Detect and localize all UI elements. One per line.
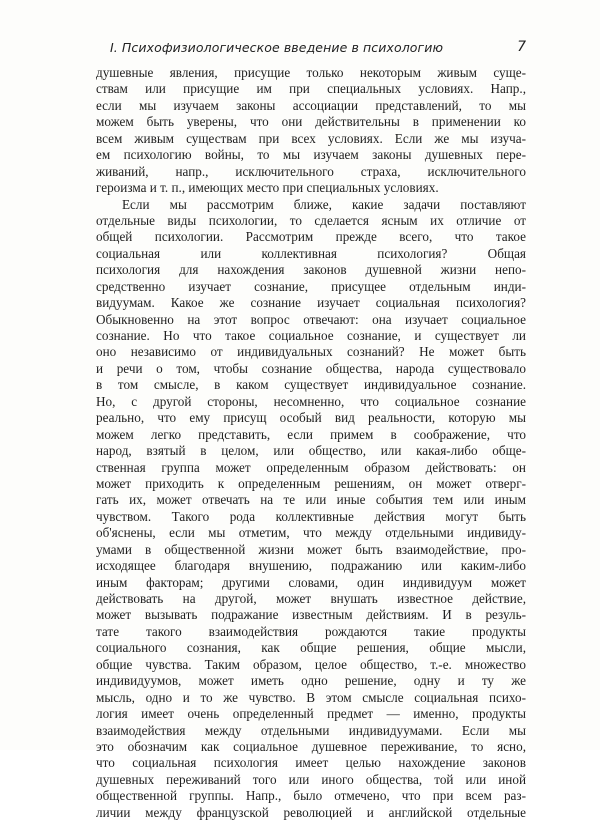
text-line: душевные явления, присущие только некоторым живым суще-: [96, 65, 526, 80]
text-line: социальная или коллективная психология? Общая: [96, 245, 526, 261]
text-line: можем быть уверены, что они действительны в применении ко: [96, 114, 526, 130]
text-line: что социальная психология имеет целью нахождение законов: [96, 755, 526, 771]
text-line: гать их, может отвечать на те или иные события тем или иным: [96, 492, 526, 508]
text-line: личии между французской революцией и английской отдельные: [96, 804, 526, 820]
text-line: общие чувства. Таким образом, целое общество, т.-е. множество: [96, 656, 526, 672]
text-line: Обыкновенно на этот вопрос отвечают: она изучает социальное: [96, 311, 526, 327]
text-line: видуумам. Какое же сознание изучает социальная психология?: [96, 295, 526, 311]
text-line: социального сознания, как общие решения, общие мысли,: [96, 640, 526, 656]
text-line: можем легко представить, если примем в соображение, что: [96, 426, 526, 442]
body-text: [96, 65, 526, 821]
text-line: ствам или присущие им при специальных условиях. Напр.,: [96, 81, 526, 97]
text-line: умами в общественной жизни может быть взаимодействие, про-: [96, 541, 526, 557]
text-line: всем живым существам при всех условиях. Если же мы изуча-: [96, 130, 526, 146]
text-line: тате такого взаимодействия рождаются такие продукты: [96, 623, 526, 639]
text-line: средственно изучает сознание, присущее отдельным инди-: [96, 278, 526, 294]
page-number: 7: [517, 39, 526, 55]
text-line: может вызывать подражание известным действиям. И в резуль-: [96, 607, 526, 623]
text-line: может приходить к определенным решениям, он может отверг-: [96, 475, 526, 491]
text-line: душевных переживаний того или иного общества, той или иной: [96, 771, 526, 787]
text-line: живаний, напр., исключительного страха, исключительного: [96, 163, 526, 179]
chapter-title: I. Психофизиологическое введение в психологию: [110, 40, 444, 55]
text-line: ем психологию войны, то мы изучаем законы душевных пере-: [96, 147, 526, 163]
text-line: отдельные виды психологии, то сделается ясным их отличие от: [96, 212, 526, 228]
text-line: взаимодействия между отдельными индивидуумами. Если мы: [96, 722, 526, 738]
text-line: героизма и т. п., имеющих место при специальных условиях.: [96, 180, 439, 196]
text-line: народ, взятый в целом, или общество, или какая-либо обще-: [96, 443, 526, 459]
text-line: в том смысле, в каком существует индивидуальное сознание.: [96, 377, 526, 393]
text-line: общей психологии. Рассмотрим прежде всего, что такое: [96, 229, 526, 245]
text-line: об'яснены, если мы отметим, что между отдельными индивиду-: [96, 525, 526, 541]
text-line: индивидуумов, может иметь одно решение, одну и ту же: [96, 673, 526, 689]
text-line: общественной группы. Напр., было отмечено, что при всем раз-: [96, 788, 526, 804]
text-line: Но, с другой стороны, несомненно, что социальное сознание: [96, 393, 526, 409]
text-line: чувством. Такого рода коллективные действия могут быть: [96, 508, 526, 524]
text-line: исходящее благодаря внушению, подражанию или каким-либо: [96, 558, 526, 574]
text-line: если мы изучаем законы ассоциации представлений, то мы: [96, 97, 526, 113]
text-line: мысль, одно и то же чувство. В этом смысле социальная психо-: [96, 689, 526, 705]
text-line: ственная группа может определенным образом действовать: он: [96, 459, 526, 475]
text-line: логия имеет очень определенный предмет — именно, продукты: [96, 706, 526, 722]
text-line: сознание. Но что такое социальное сознание, и существует ли: [96, 328, 526, 343]
running-header: [96, 40, 526, 60]
text-line: и речи о том, чтобы сознание общества, народа существовало: [96, 360, 526, 376]
text-line: действовать на другой, может внушать известное действие,: [96, 591, 526, 606]
text-line: Если мы рассмотрим ближе, какие задачи поставляют: [122, 196, 526, 212]
text-line: психология для нахождения законов душевной жизни непо-: [96, 262, 526, 278]
text-line: реально, что ему присущ особый вид реальности, которую мы: [96, 410, 526, 426]
text-line: иным факторам; другими словами, один индивидуум может: [96, 574, 526, 590]
text-line: оно независимо от индивидуальных сознаний? Не может быть: [96, 344, 526, 360]
text-line: это обозначим как социальное душевное переживание, то ясно,: [96, 738, 526, 754]
